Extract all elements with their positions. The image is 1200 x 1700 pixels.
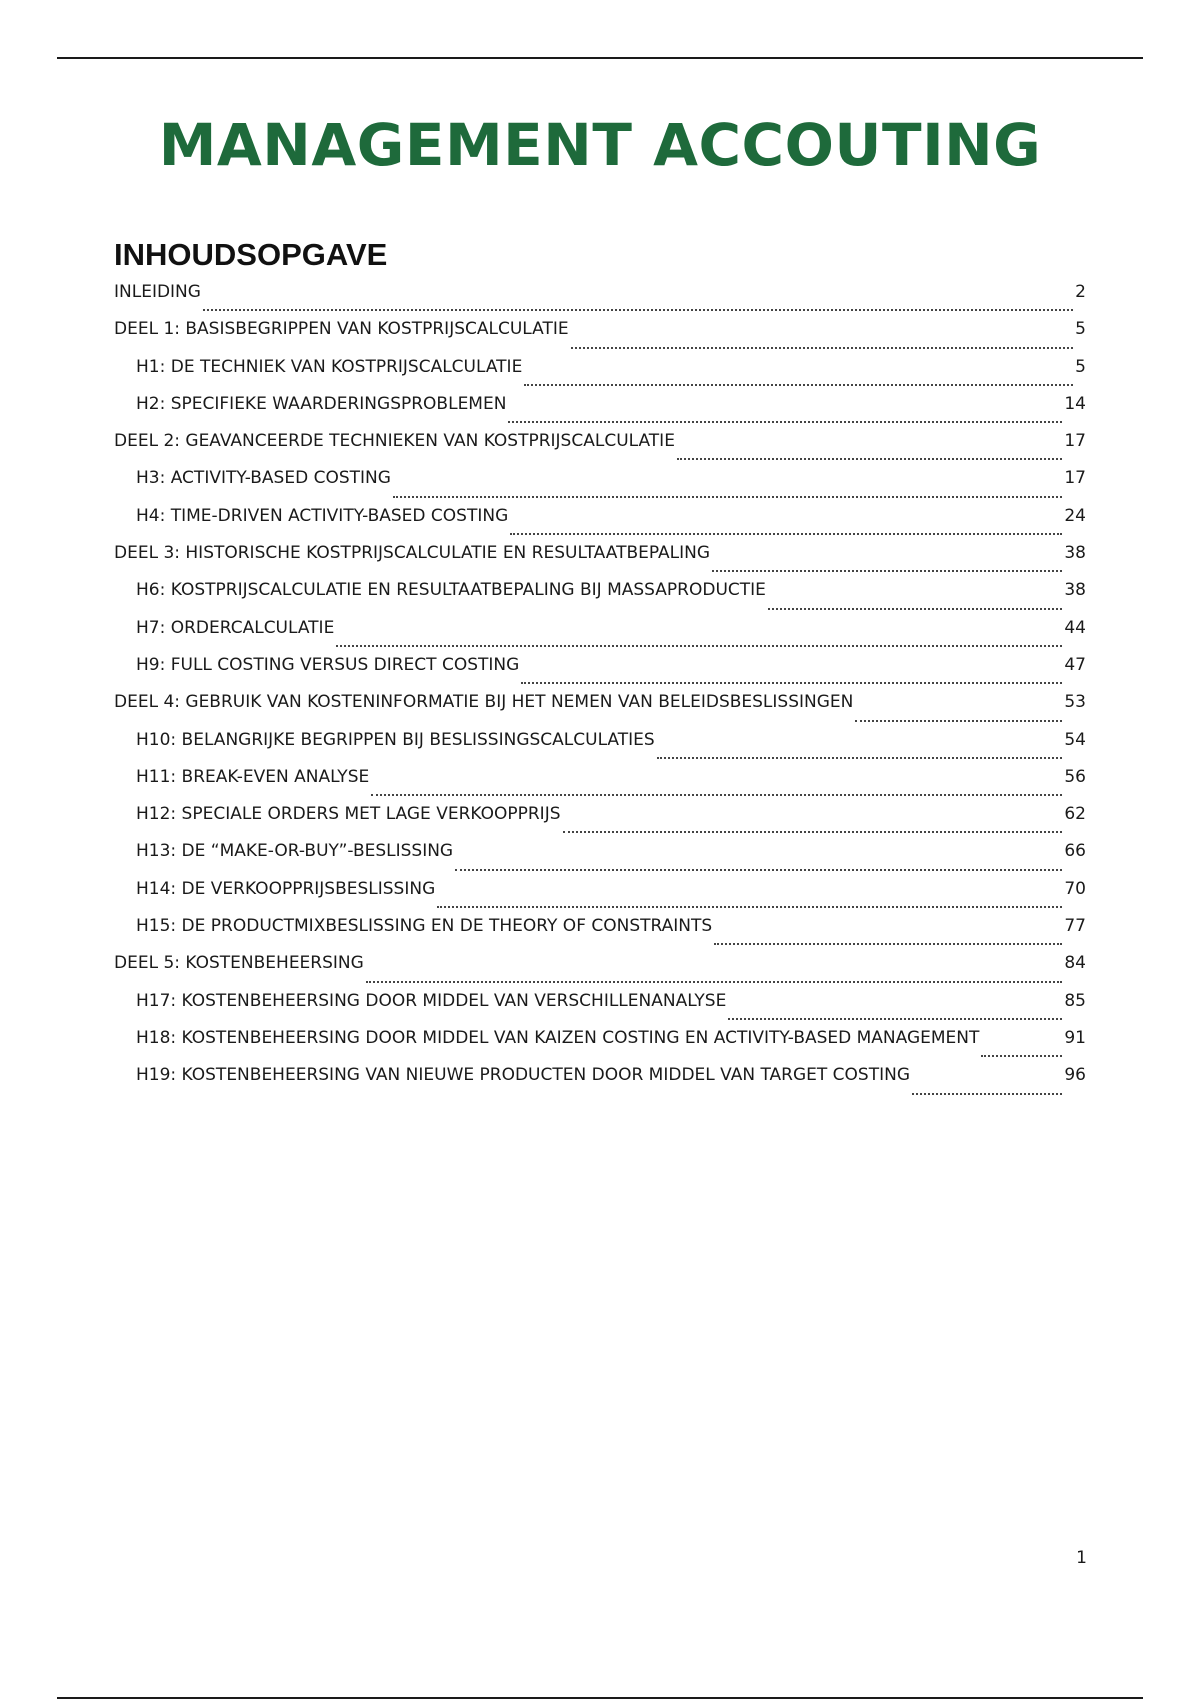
toc-entry-page: 5 [1075, 319, 1086, 340]
toc-entry[interactable] [114, 953, 1086, 990]
toc-entry-page: 14 [1064, 393, 1086, 414]
toc-entry[interactable] [114, 394, 1086, 431]
toc-dot-leader [437, 906, 1062, 908]
toc-entry-page: 17 [1064, 468, 1086, 489]
toc-dot-leader [855, 720, 1062, 722]
toc-entry-page: 70 [1064, 878, 1086, 899]
toc-entry-label: H17: KOSTENBEHEERSING DOOR MIDDEL VAN VERSCHILLENANALYSE [136, 990, 727, 1011]
toc-entry-label: H10: BELANGRIJKE BEGRIPPEN BIJ BESLISSINGSCALCULATIES [136, 729, 655, 750]
toc-entry[interactable] [114, 767, 1086, 804]
toc-entry-page: 44 [1064, 617, 1086, 638]
toc-entry[interactable] [114, 468, 1086, 505]
toc-entry[interactable] [114, 841, 1086, 878]
toc-dot-leader [203, 309, 1073, 311]
toc-dot-leader [677, 458, 1062, 460]
toc-entry-label: DEEL 2: GEAVANCEERDE TECHNIEKEN VAN KOSTPRIJSCALCULATIE [114, 431, 675, 452]
toc-entry-page: 54 [1064, 729, 1086, 750]
toc-heading: INHOUDSOPGAVE [114, 237, 388, 272]
footer-rule [57, 1697, 1143, 1699]
toc-dot-leader [768, 608, 1062, 610]
toc-entry[interactable] [114, 692, 1086, 729]
toc-entry-page: 47 [1064, 654, 1086, 675]
toc-entry-page: 56 [1064, 766, 1086, 787]
toc-dot-leader [510, 533, 1062, 535]
toc-entry[interactable] [114, 506, 1086, 543]
toc-entry-page: 66 [1064, 841, 1086, 862]
toc-entry-label: H4: TIME-DRIVEN ACTIVITY-BASED COSTING [136, 505, 509, 526]
toc-entry-label: H7: ORDERCALCULATIE [136, 617, 335, 638]
toc-dot-leader [714, 943, 1062, 945]
toc-dot-leader [728, 1018, 1062, 1020]
toc-entry-label: H19: KOSTENBEHEERSING VAN NIEUWE PRODUCTEN DOOR MIDDEL VAN TARGET COSTING [136, 1065, 910, 1086]
toc-entry-page: 38 [1064, 580, 1086, 601]
toc-entry-label: DEEL 4: GEBRUIK VAN KOSTENINFORMATIE BIJ HET NEMEN VAN BELEIDSBESLISSINGEN [114, 692, 854, 713]
toc-entry[interactable] [114, 655, 1086, 692]
toc-entry[interactable] [114, 804, 1086, 841]
toc-dot-leader [912, 1093, 1062, 1095]
toc-entry-page: 2 [1075, 282, 1086, 302]
toc-entry-page: 17 [1064, 431, 1086, 452]
toc-entry[interactable] [114, 991, 1086, 1028]
toc-entry-label: DEEL 1: BASISBEGRIPPEN VAN KOSTPRIJSCALCULATIE [114, 319, 569, 340]
toc-dot-leader [371, 794, 1062, 796]
toc-entry[interactable] [114, 879, 1086, 916]
toc-entry[interactable] [114, 916, 1086, 953]
toc-entry-page: 24 [1064, 505, 1086, 526]
toc-entry-label: H6: KOSTPRIJSCALCULATIE EN RESULTAATBEPALING BIJ MASSAPRODUCTIE [136, 580, 766, 601]
table-of-contents [114, 282, 1086, 1103]
toc-entry-label: DEEL 3: HISTORISCHE KOSTPRIJSCALCULATIE EN RESULTAATBEPALING [114, 543, 711, 564]
toc-entry-label: H14: DE VERKOOPPRIJSBESLISSING [136, 878, 436, 899]
toc-dot-leader [571, 347, 1074, 349]
toc-entry-label: H18: KOSTENBEHEERSING DOOR MIDDEL VAN KAIZEN COSTING EN ACTIVITY-BASED MANAGEMENT [136, 1027, 980, 1048]
toc-dot-leader [336, 645, 1062, 647]
document-title: MANAGEMENT ACCOUTING [158, 111, 1042, 179]
header-rule [57, 57, 1143, 59]
toc-entry-label: H3: ACTIVITY-BASED COSTING [136, 468, 391, 489]
toc-entry-label: DEEL 5: KOSTENBEHEERSING [114, 953, 364, 974]
toc-entry[interactable] [114, 543, 1086, 580]
toc-dot-leader [508, 421, 1062, 423]
toc-entry[interactable] [114, 730, 1086, 767]
toc-entry-label: H2: SPECIFIEKE WAARDERINGSPROBLEMEN [136, 393, 507, 414]
toc-entry-page: 96 [1064, 1065, 1086, 1086]
toc-entry[interactable] [114, 1065, 1086, 1102]
page-number: 1 [1076, 1548, 1087, 1568]
toc-entry-page: 5 [1075, 356, 1086, 377]
toc-dot-leader [393, 496, 1062, 498]
toc-entry-label: H1: DE TECHNIEK VAN KOSTPRIJSCALCULATIE [136, 356, 523, 377]
toc-entry-label: H13: DE “MAKE-OR-BUY”-BESLISSING [136, 841, 454, 862]
toc-entry[interactable] [114, 1028, 1086, 1065]
toc-entry-page: 77 [1064, 916, 1086, 937]
toc-dot-leader [524, 384, 1073, 386]
toc-entry[interactable] [114, 319, 1086, 356]
toc-entry-page: 53 [1064, 692, 1086, 713]
toc-entry[interactable] [114, 431, 1086, 468]
toc-dot-leader [657, 757, 1063, 759]
toc-entry-page: 85 [1064, 990, 1086, 1011]
toc-entry-label: INLEIDING [114, 282, 201, 302]
toc-entry[interactable] [114, 618, 1086, 655]
toc-entry[interactable] [114, 282, 1086, 319]
toc-entry-label: H9: FULL COSTING VERSUS DIRECT COSTING [136, 654, 520, 675]
toc-entry-label: H15: DE PRODUCTMIXBESLISSING EN DE THEORY OF CONSTRAINTS [136, 916, 713, 937]
toc-entry-page: 91 [1064, 1027, 1086, 1048]
toc-entry-label: H11: BREAK-EVEN ANALYSE [136, 766, 370, 787]
toc-dot-leader [366, 981, 1063, 983]
toc-entry[interactable] [114, 580, 1086, 617]
toc-dot-leader [455, 869, 1062, 871]
toc-dot-leader [981, 1055, 1062, 1057]
toc-entry-page: 38 [1064, 543, 1086, 564]
toc-dot-leader [563, 831, 1063, 833]
toc-dot-leader [712, 570, 1062, 572]
toc-entry-page: 62 [1064, 804, 1086, 825]
toc-entry-page: 84 [1064, 953, 1086, 974]
toc-dot-leader [521, 682, 1062, 684]
toc-entry[interactable] [114, 357, 1086, 394]
toc-entry-label: H12: SPECIALE ORDERS MET LAGE VERKOOPPRIJS [136, 804, 561, 825]
